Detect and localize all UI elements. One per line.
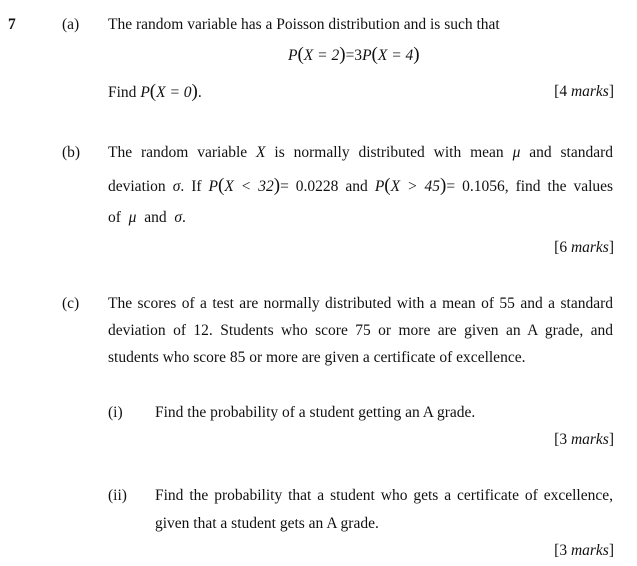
part-c-ii-line-2: given that a student gets an A grade. xyxy=(155,515,379,532)
part-c-i-label: (i) xyxy=(108,404,123,421)
part-c-line-3: students who score 85 or more are given a certificate of excellence. xyxy=(108,349,526,366)
part-c-ii-marks: [3 marks] xyxy=(554,542,614,559)
part-a-label: (a) xyxy=(62,16,80,33)
part-a-marks: [4 marks] xyxy=(554,83,614,100)
part-c-line-1: The scores of a test are normally distributed with a mean of 55 and a standard xyxy=(108,295,613,312)
part-c-ii-line-1: Find the probability that a student who gets a certificate of excellence, xyxy=(155,487,613,504)
part-b-line-2: deviation σ. If P(X < 32)= 0.0228 and P(X > 45)= 0.1056, find the values xyxy=(108,175,614,196)
part-c-line-2: deviation of 12. Students who score 75 or more are given an A grade, and xyxy=(108,322,613,339)
part-a-find: Find P(X = 0). xyxy=(108,81,202,102)
part-b-label: (b) xyxy=(62,144,81,161)
part-c-i-text: Find the probability of a student getting an A grade. xyxy=(155,404,476,421)
question-number: 7 xyxy=(8,16,16,33)
part-b-line-3: of μ and σ. xyxy=(108,209,186,226)
part-c-ii-label: (ii) xyxy=(108,487,127,504)
part-a-text: The random variable has a Poisson distribution and is such that xyxy=(108,16,500,33)
part-a-equation: P(X = 2)=3P(X = 4) xyxy=(288,44,420,65)
part-b-line-1: The random variable X is normally distributed with mean μ and standard xyxy=(108,144,614,161)
part-b-marks: [6 marks] xyxy=(554,239,614,256)
part-c-i-marks: [3 marks] xyxy=(554,431,614,448)
part-c-label: (c) xyxy=(62,295,80,312)
